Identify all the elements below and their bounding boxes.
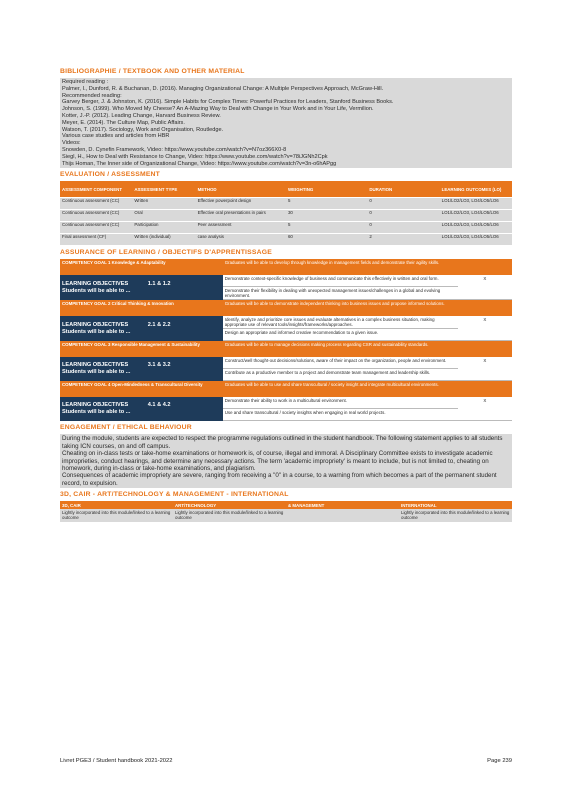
table-cell: 0 [367,222,439,234]
evaluation-table [60,181,512,246]
learning-objectives-cell [60,397,223,421]
page-content [60,68,512,522]
table-cell: LO1/LO2/LO3, LO4/LO5/LO6 [440,210,512,222]
objective-row [60,316,512,329]
coverage-mark: X [458,316,512,341]
table-cell: Lightly incorporated into this module/linked to a learning outcome [173,509,286,522]
objective-text: Demonstrate context-specific knowledge of business and communicate this effectively in written and oral form. [223,275,458,287]
objective-text: Demonstrate their ability to work in a multicultural environment. [223,397,458,409]
column-header: ART/TECHNOLOGY [173,501,286,509]
engagement-paragraph: During the module, students are expected to respect the programme regulations outlined in the student handbook. The following statement applies to all students taking ICN courses, on and off campus. [62,435,503,450]
lo-subtitle: Students will be able to ... [62,328,131,335]
biblio-line: Siegl, H., How to Deal with Resistance to Change, Video: https://www.youtube.com/watch?v=78iJGNh2Cpk [62,153,328,160]
objective-text: Contribute as a productive member to a project and demonstrate team management and leadership skills. [223,369,458,381]
biblio-line: Meyer, E. (2014). The Culture Map, Public Affairs. [62,119,185,126]
column-header: ASSESSMENT COMPONENT [60,181,132,198]
biblio-line: Thijs Homan, The Inner side of Organizational Change, Video: https://www.youtube.com/watch?v=3n-o6hAPgg [62,160,337,167]
competency-goal: COMPETENCY GOAL 4 Open-Mindedness & Transcultural Diversity [60,381,223,398]
biblio-line: Johnson, S. (1999). Who Moved My Cheese? An A-Mazing Way to Deal with Change in Your Work and in Your Life, Vermilion. [62,106,374,113]
table-cell [286,509,399,522]
biblio-line: Palmer, I., Dunford, R. & Buchanan, D. (2016). Managing Organizational Change: A Multiple Perspectives Approach, McGraw-Hill. [62,85,384,92]
objective-text: Use and share transcultural / society insights when engaging in real world projects. [223,409,458,421]
table-cell: 2 [367,234,439,246]
table-cell: 60 [286,234,367,246]
competency-description: Graduates will be able to use and share transcultural / society insight and integrate multicultural environments. [223,381,512,398]
column-header: METHOD [196,181,286,198]
lo-subtitle: Students will be able to ... [62,369,131,376]
lo-label: LEARNING OBJECTIVES [62,280,129,287]
column-header: INTERNATIONAL [399,501,512,509]
lo-numbers: 2.1 & 2.2 [147,321,171,328]
table-cell: Oral [132,210,195,222]
biblio-line: Various case studies and articles from HBR [62,133,170,140]
learning-objectives-cell [60,316,223,341]
engagement-heading: ENGAGEMENT / ETHICAL BEHAVIOUR [60,424,192,432]
competency-goal-row [60,341,512,358]
biblio-line: Kotter, J.-P. (2012). Leading Change, Harvard Business Review. [62,112,221,119]
table-cell: Lightly incorporated into this module/linked to a learning outcome [399,509,512,522]
table-row [60,198,512,210]
lo-numbers: 1.1 & 1.2 [147,280,171,287]
competency-description: Graduates will be able to demonstrate independent thinking into business issues and propose informed solutions. [223,300,512,317]
competency-description: Graduates will be able to develop through knowledge in management fields and demonstrate their agility skills. [223,259,512,275]
biblio-line: Recommended reading: [62,92,122,99]
coverage-mark: X [458,357,512,381]
competency-goal: COMPETENCY GOAL 2 Critical Thinking & Innovation [60,300,223,317]
biblio-line: Videos: [62,140,81,147]
table-cell: 0 [367,210,439,222]
coverage-mark: X [458,275,512,300]
column-header: DURATION [367,181,439,198]
assurance-of-learning-heading: ASSURANCE OF LEARNING / OBJECTIFS D'APPRENTISSAGE [60,249,272,257]
objective-text: Identify, analyze and prioritize core issues and evaluate alternatives in a complex business situation, making appropriate use of relevant tools/insights/frameworks/approaches. [223,316,458,329]
table-cell: Continuous assessment (CC) [60,222,132,234]
competency-goal-row [60,300,512,317]
table-cell: LO1/LO2/LO3, LO4/LO5/LO6 [440,222,512,234]
competency-goal: COMPETENCY GOAL 1 Knowledge & Adaptability [60,259,223,275]
evaluation-heading: EVALUATION / ASSESSMENT [60,171,161,179]
principles-heading: 3D, CAIR - ART/TECHNOLOGY & MANAGEMENT - INTERNATIONAL [60,491,289,499]
biblio-line: Garvey Berger, J. & Johnston, K. (2016). Simple Habits for Complex Times: Powerful Practices for Leaders, Stanford Business Books. [62,99,394,106]
column-header: 3D, CAIR [60,501,173,509]
table-cell: LO1/LO2/LO3, LO4/LO5/LO6 [440,234,512,246]
table-cell: Peer assessment [196,222,286,234]
objective-row [60,275,512,287]
bibliography-heading: BIBLIOGRAPHIE / TEXTBOOK AND OTHER MATERIAL [60,68,245,75]
table-cell: Continuous assessment (CC) [60,210,132,222]
biblio-line: Watson, T. (2017). Sociology, Work and Organisation, Routledge. [62,126,224,133]
biblio-line: Snowden, D. Cynefin Framework, Video: https://www.youtube.com/watch?v=N7oz366X0-8 [62,146,287,153]
learning-objectives-cell [60,275,223,300]
lo-subtitle: Students will be able to ... [62,287,131,294]
table-row [60,210,512,222]
objective-text: Design an appropriate and informed creative recommendation to a given issue. [223,329,458,341]
table-cell: 5 [286,222,367,234]
column-header: LEARNING OUTCOMES (LO) [440,181,512,198]
objective-text: Construct/well thought-out decisions/solutions, aware of their impact on the organization, people and environment. [223,357,458,369]
table-row [60,509,512,522]
column-header: & MANAGEMENT [286,501,399,509]
table-cell: Effective oral presentations in pairs [196,210,286,222]
table-cell: LO1/LO2/LO3, LO4/LO5/LO6 [440,198,512,210]
lo-label: LEARNING OBJECTIVES [62,362,129,369]
table-cell: Written (individual) [132,234,195,246]
competency-goal-row [60,381,512,398]
objective-row [60,397,512,409]
principles-table [60,501,512,522]
objective-row [60,357,512,369]
biblio-line: Required reading : [62,79,109,85]
competency-goal: COMPETENCY GOAL 3 Responsible Management & Sustainability [60,341,223,358]
table-header-row [60,181,512,198]
lo-label: LEARNING OBJECTIVES [62,321,129,328]
table-cell: 0 [367,198,439,210]
column-header: WEIGHTING [286,181,367,198]
table-cell: 5 [286,198,367,210]
footer-page-number: Page 239 [487,758,512,764]
lo-subtitle: Students will be able to ... [62,409,131,416]
table-row [60,222,512,234]
column-header: ASSESSMENT TYPE [132,181,195,198]
lo-numbers: 3.1 & 3.2 [147,362,171,369]
assurance-of-learning-table [60,259,512,421]
table-row [60,234,512,246]
learning-objectives-cell [60,357,223,381]
table-cell: Participation [132,222,195,234]
lo-numbers: 4.1 & 4.2 [147,402,171,409]
table-cell: 30 [286,210,367,222]
competency-goal-row [60,259,512,275]
footer-handbook-label: Livret PGE3 / Student handbook 2021-2022 [60,758,173,764]
table-cell: Continuous assessment (CC) [60,198,132,210]
bibliography-block [60,78,512,168]
table-header-row [60,501,512,509]
engagement-paragraph: Consequences of academic impropriety are severe, ranging from receiving a "0" in a course, to a warning from which becomes a part of the permanent student record, to expulsion. [62,472,497,487]
coverage-mark: X [458,397,512,421]
table-cell: case analysis [196,234,286,246]
table-cell: Effective powerpoint design [196,198,286,210]
table-cell: Lightly incorporated into this module/linked to a learning outcome [60,509,173,522]
competency-description: Graduates will be able to manage decisions making process regarding CSR and sustainability standards. [223,341,512,358]
page-footer [60,758,512,764]
engagement-paragraph: Cheating on in-class tests or take-home examinations or homework is, of course, illegal and immoral. A Disciplinary Committee exists to investigate academic improprieties, conduct hearings, and determine any necessary actions. The term 'academic impropriety' is meant to include, but is not limited to, cheating on homework, during in-class or take-home examinations, and plagiarism. [62,450,493,472]
lo-label: LEARNING OBJECTIVES [62,402,129,409]
objective-text: Demonstrate their flexibility in dealing with unexpected management issues/challenges in a global and evolving environment. [223,287,458,300]
engagement-block [60,434,512,488]
table-cell: Final assessment (CF) [60,234,132,246]
table-cell: Written [132,198,195,210]
